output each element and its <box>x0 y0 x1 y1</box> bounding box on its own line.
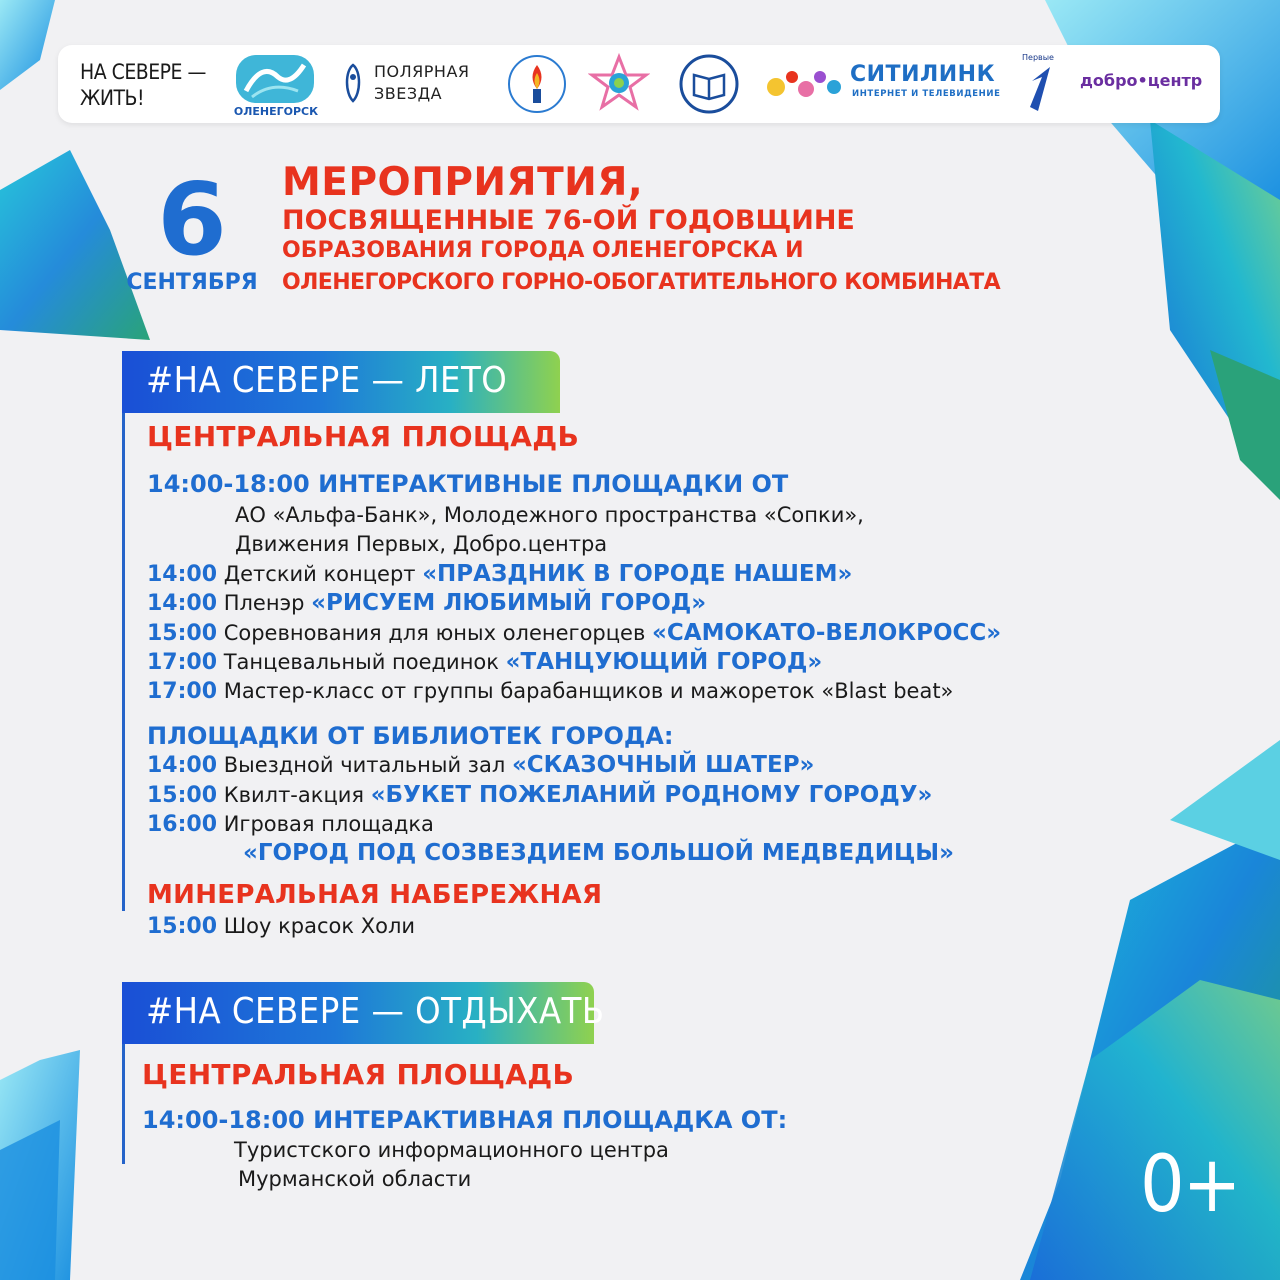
event-time: 17:00 <box>147 650 218 675</box>
event-title: «ПРАЗДНИК В ГОРОДЕ НАШЕМ» <box>422 561 853 587</box>
event-text: Выездной читальный зал <box>223 753 512 777</box>
event-text: Мастер-класс от группы барабанщиков и мажореток «Blast beat» <box>223 679 954 703</box>
library-book-icon <box>678 53 740 115</box>
date-day: 6 <box>157 161 227 278</box>
section1-divider <box>122 413 125 911</box>
section1-interactive-line1: АО «Альфа-Банк», Молодежного пространства «Сопки», <box>235 503 864 527</box>
section2-banner <box>122 982 605 1044</box>
event-row <box>147 679 953 704</box>
title-line2: ПОСВЯЩЕННЫЕ 76-ОЙ ГОДОВЩИНЕ <box>282 205 855 236</box>
section2-interactive-line1: Туристского информационного центра <box>234 1138 669 1162</box>
olenegorsk-logo-text: ОЛЕНЕГОРСК <box>233 105 319 118</box>
event-text: Квилт-акция <box>223 783 371 807</box>
event-time: 14:00 <box>147 562 218 587</box>
date-month: СЕНТЯБРЯ <box>126 270 258 295</box>
event-time: 16:00 <box>147 812 218 837</box>
event-title: «ТАНЦУЮЩИЙ ГОРОД» <box>505 649 823 675</box>
event-title: «СКАЗОЧНЫЙ ШАТЕР» <box>511 752 815 778</box>
event-row <box>147 649 822 675</box>
event-title: «САМОКАТО-ВЕЛОКРОСС» <box>652 620 1002 646</box>
title-line3: ОБРАЗОВАНИЯ ГОРОДА ОЛЕНЕГОРСКА И <box>282 238 804 263</box>
slogan <box>80 59 210 111</box>
star-emblem-icon <box>588 53 650 115</box>
event-title: «РИСУЕМ ЛЮБИМЫЙ ГОРОД» <box>311 590 707 616</box>
torch-emblem-icon <box>506 53 568 115</box>
title-line4: ОЛЕНЕГОРСКОГО ГОРНО-ОБОГАТИТЕЛЬНОГО КОМБИНАТА <box>282 270 1001 295</box>
section2-interactive-title: ИНТЕРАКТИВНАЯ ПЛОЩАДКА ОТ: <box>313 1106 788 1134</box>
event-text: Игровая площадка <box>223 812 434 836</box>
event-title: «БУКЕТ ПОЖЕЛАНИЙ РОДНОМУ ГОРОДУ» <box>370 782 933 808</box>
event-row <box>147 812 434 837</box>
event-text: Соревнования для юных оленегорцев <box>223 621 653 645</box>
section1-interactive-title: ИНТЕРАКТИВНЫЕ ПЛОЩАДКИ ОТ <box>318 470 789 498</box>
section2-interactive-line2: Мурманской области <box>238 1167 472 1191</box>
event-text: Пленэр <box>223 591 312 615</box>
section2-venue-central: ЦЕНТРАЛЬНАЯ ПЛОЩАДЬ <box>142 1058 575 1091</box>
section2-interactive-time: 14:00-18:00 <box>142 1106 305 1134</box>
event-time: 15:00 <box>147 914 218 939</box>
event-time: 14:00 <box>147 753 218 778</box>
citilink-dots-icon <box>764 65 844 103</box>
section1-banner-text: #НА СЕВЕРЕ — ЛЕТО <box>146 360 508 401</box>
pervye-text: Первые <box>1022 53 1054 62</box>
dobro-center-logo: добро•центр <box>1080 71 1203 90</box>
title-line1: МЕРОПРИЯТИЯ, <box>282 160 644 205</box>
citilink-subtitle: ИНТЕРНЕТ И ТЕЛЕВИДЕНИЕ <box>852 89 1001 99</box>
libraries-head: ПЛОЩАДКИ ОТ БИБЛИОТЕК ГОРОДА: <box>147 722 674 750</box>
event-row <box>147 782 932 808</box>
polar-star-line2: ЗВЕЗДА <box>374 84 443 103</box>
section1-venue-central: ЦЕНТРАЛЬНАЯ ПЛОЩАДЬ <box>147 420 580 453</box>
event-text: Шоу красок Холи <box>223 914 416 938</box>
slogan-line2: ЖИТЬ! <box>80 86 145 110</box>
slogan-line1: НА СЕВЕРЕ — <box>80 60 206 84</box>
citilink-name: СИТИЛИНК <box>850 62 996 87</box>
event-time: 15:00 <box>147 621 218 646</box>
event-time: 14:00 <box>147 591 218 616</box>
section2-divider <box>122 1044 125 1164</box>
section1-venue-embankment: МИНЕРАЛЬНАЯ НАБЕРЕЖНАЯ <box>147 880 603 910</box>
polar-star-line1: ПОЛЯРНАЯ <box>374 62 470 81</box>
polar-star-logo-icon <box>342 63 364 103</box>
event-title-continued: «ГОРОД ПОД СОЗВЕЗДИЕМ БОЛЬШОЙ МЕДВЕДИЦЫ» <box>243 840 954 866</box>
polar-star-logo-text <box>374 61 470 105</box>
age-rating: 0+ <box>1140 1140 1240 1230</box>
event-text: Детский концерт <box>223 562 423 586</box>
section2-interactive-head <box>142 1106 787 1134</box>
section2-banner-text: #НА СЕВЕРЕ — ОТДЫХАТЬ <box>146 991 605 1032</box>
pervye-logo-icon <box>1020 55 1060 115</box>
event-row <box>147 914 415 939</box>
section1-interactive-head <box>147 470 788 498</box>
event-time: 15:00 <box>147 783 218 808</box>
section1-interactive-line2: Движения Первых, Добро.центра <box>235 532 608 556</box>
event-time: 17:00 <box>147 679 218 704</box>
section1-banner <box>122 351 560 413</box>
event-text: Танцевальный поединок <box>223 650 506 674</box>
event-row <box>147 620 1001 646</box>
section1-interactive-time: 14:00-18:00 <box>147 470 310 498</box>
event-row <box>147 561 852 587</box>
partner-logos-bar <box>58 45 1220 123</box>
event-row <box>147 590 706 616</box>
event-row <box>147 752 814 778</box>
